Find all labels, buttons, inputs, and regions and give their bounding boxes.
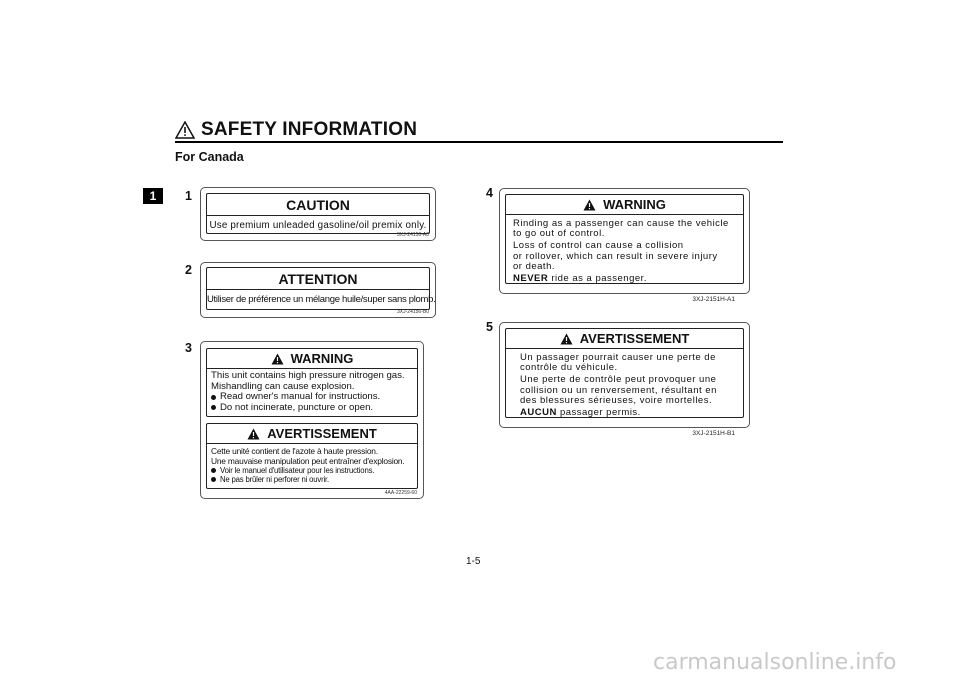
nitrogen-fr-bullet: Voir le manuel d'utilisateur pour les instructions. — [211, 466, 417, 475]
nitrogen-warning-title: WARNING — [207, 351, 417, 366]
nitrogen-avertissement-title: AVERTISSEMENT — [207, 426, 417, 441]
nitrogen-warning-bullet: Read owner's manual for instructions. — [211, 392, 417, 403]
passenger-warning-label — [499, 188, 750, 303]
passenger-warning-line: Rinding as a passenger can cause the vehicle — [513, 218, 729, 229]
passenger-warning-line: Loss of control can cause a collision — [513, 240, 684, 252]
passenger-warning-line: or death. — [513, 260, 555, 272]
passenger-warning-code: 3XJ-2151H-A1 — [692, 296, 735, 303]
attention-code: 3XJ-24156-B0 — [397, 309, 429, 315]
caution-label — [200, 187, 436, 241]
warning-triangle-icon — [247, 428, 260, 440]
section-subtitle: For Canada — [175, 150, 244, 164]
passenger-fr-aucun: AUCUN passager permis. — [520, 407, 641, 419]
attention-label-inner — [206, 267, 436, 310]
watermark: carmanualsonline.info — [653, 650, 897, 675]
passenger-avertissement-title: AVERTISSEMENT — [506, 331, 743, 346]
attention-text: Utiliser de préférence un mélange huile/super sans plomb. — [207, 294, 436, 305]
passenger-avertissement-code: 3XJ-2151H-B1 — [692, 430, 735, 437]
label-number-4: 4 — [486, 186, 493, 200]
passenger-fr-line: des blessures sérieuses, voire mortelles. — [520, 394, 713, 406]
nitrogen-warning-bullet: Do not incinerate, puncture or open. — [211, 403, 417, 414]
label-number-2: 2 — [185, 263, 192, 277]
passenger-warning-line: or rollover, which can result in severe injury — [513, 250, 718, 262]
warning-triangle-icon — [271, 353, 284, 365]
passenger-fr-line: contrôle du véhicule. — [520, 362, 618, 374]
attention-label — [200, 262, 436, 318]
label-number-5: 5 — [486, 320, 493, 334]
nitrogen-label — [200, 341, 424, 499]
nitrogen-warning-line: This unit contains high pressure nitrogen gas. — [211, 370, 405, 381]
warning-triangle-icon — [560, 333, 573, 345]
page-number: 1-5 — [466, 556, 481, 567]
nitrogen-warning-line: Mishandling can cause explosion. — [211, 380, 355, 392]
section-header — [175, 120, 417, 140]
caution-text: Use premium unleaded gasoline/oil premix only. — [209, 220, 427, 231]
page-title: SAFETY INFORMATION — [201, 119, 418, 140]
caution-label-inner — [206, 193, 430, 234]
passenger-warning-inner — [505, 194, 744, 284]
nitrogen-code: 4AA-22259-60 — [384, 490, 417, 496]
label-number-3: 3 — [185, 341, 192, 355]
header-rule — [175, 141, 783, 143]
passenger-avertissement-inner — [505, 328, 744, 418]
passenger-warning-line: to go out of control. — [513, 228, 605, 240]
chapter-tab: 1 — [143, 188, 163, 204]
caution-title: CAUTION — [286, 197, 350, 213]
label-number-1: 1 — [185, 189, 192, 203]
caution-code: 3XJ-24156-A0 — [397, 232, 429, 238]
attention-title: ATTENTION — [278, 271, 358, 287]
passenger-avertissement-label — [499, 322, 750, 437]
nitrogen-avertissement-box — [206, 423, 418, 489]
passenger-warning-never: NEVER ride as a passenger. — [513, 273, 647, 285]
nitrogen-warning-box — [206, 348, 418, 417]
nitrogen-fr-bullet: Ne pas brûler ni perforer ni ouvrir. — [211, 475, 417, 484]
passenger-fr-line: Une perte de contrôle peut provoquer une — [520, 374, 717, 386]
nitrogen-fr-line: Une mauvaise manipulation peut entraîner d'explosion. — [211, 456, 405, 466]
passenger-warning-title: WARNING — [506, 197, 743, 212]
passenger-fr-line: collision ou un renversement, résultant en — [520, 384, 717, 396]
warning-triangle-icon — [583, 199, 596, 211]
warning-triangle-icon — [175, 121, 195, 139]
passenger-fr-line: Un passager pourrait causer une perte de — [520, 352, 716, 363]
nitrogen-fr-line: Cette unité contient de l'azote à haute pression. — [211, 446, 378, 456]
